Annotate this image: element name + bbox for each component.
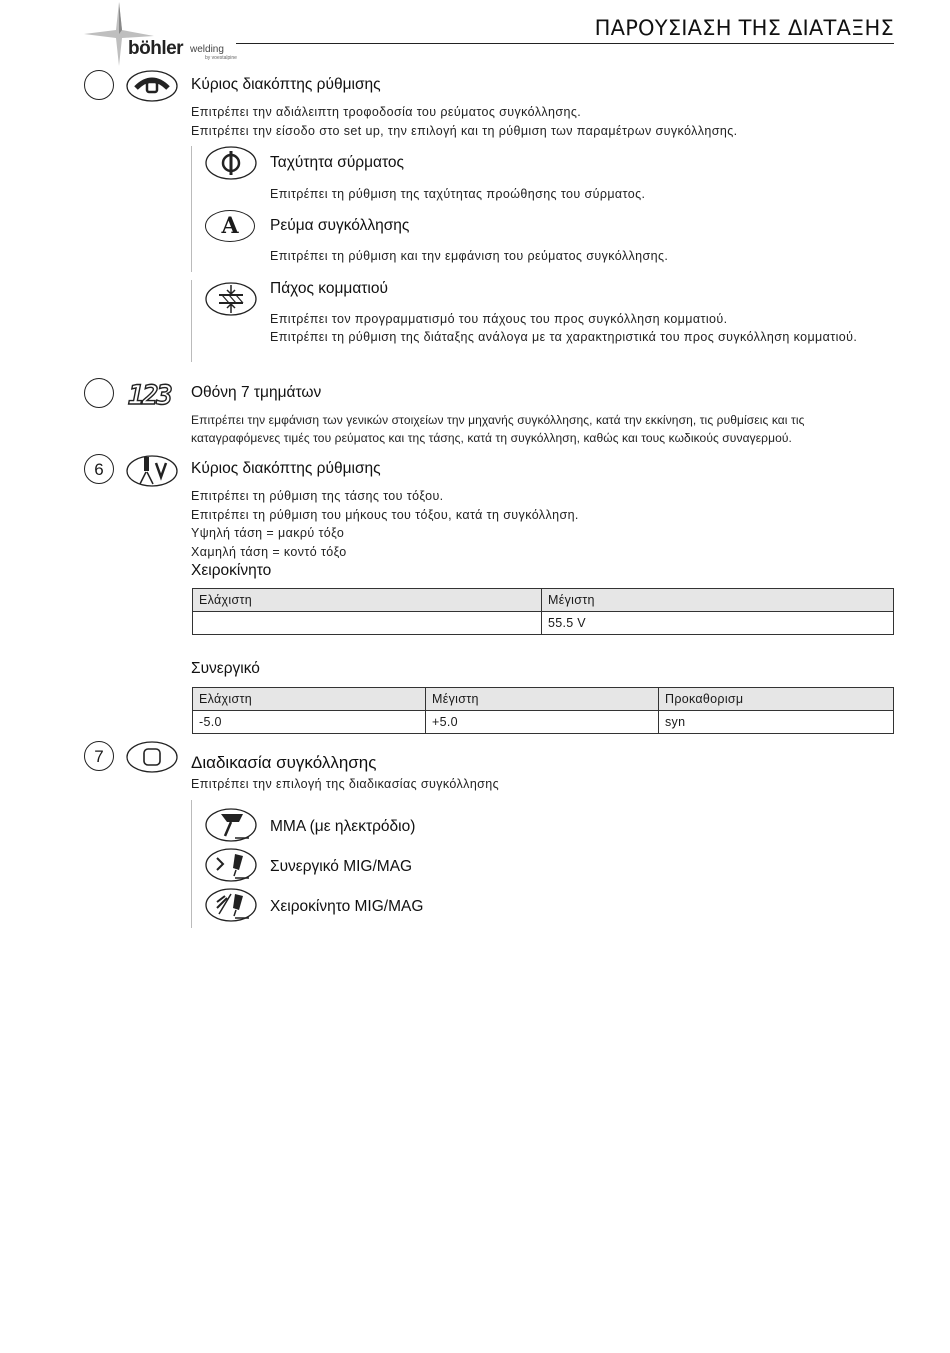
header-rule <box>236 43 894 44</box>
sub-text: Επιτρέπει τη ρύθμιση της ταχύτητας προώθησης του σύρματος. <box>270 187 646 201</box>
section-number-circle: 7 <box>84 741 114 771</box>
indent-rule <box>191 146 192 272</box>
section-heading: Κύριος διακόπτης ρύθμισης <box>191 460 381 477</box>
brand-subtitle-2: by voestalpine <box>205 55 237 61</box>
section-text: Χαμηλή τάση = κοντό τόξο <box>191 545 347 559</box>
wire-speed-icon <box>205 146 257 180</box>
process-button-icon <box>126 741 178 773</box>
indent-rule <box>191 800 192 928</box>
indent-rule <box>191 280 192 362</box>
section-text: Επιτρέπει τη ρύθμιση του μήκους του τόξου, κατά τη συγκόλληση. <box>191 508 579 522</box>
section-text: Επιτρέπει την είσοδο στο set up, την επιλογή και τη ρύθμιση των παραμέτρων συγκόλλησης. <box>191 124 738 138</box>
section-text: Υψηλή τάση = μακρύ τόξο <box>191 526 345 540</box>
table-cell: +5.0 <box>426 711 659 734</box>
knob-icon <box>126 70 178 102</box>
section-number-circle <box>84 70 114 100</box>
thickness-icon <box>205 282 257 316</box>
process-label: Συνεργικό MIG/MAG <box>270 858 413 875</box>
table-header-cell: Μέγιστη <box>542 589 894 612</box>
mma-electrode-icon <box>205 808 257 842</box>
section-number-circle: 6 <box>84 454 114 484</box>
section-heading: Κύριος διακόπτης ρύθμισης <box>191 76 381 93</box>
process-label: Χειροκίνητο MIG/MAG <box>270 898 424 915</box>
sub-text: Επιτρέπει τη ρύθμιση και την εμφάνιση του ρεύματος συγκόλλησης. <box>270 249 669 263</box>
arc-voltage-icon <box>126 454 178 488</box>
section-text: Επιτρέπει την αδιάλειπτη τροφοδοσία του ρεύματος συγκόλλησης. <box>191 105 582 119</box>
process-label: MMA (με ηλεκτρόδιο) <box>270 818 416 835</box>
synergic-label: Συνεργικό <box>191 660 260 677</box>
section-text: Επιτρέπει την εμφάνιση των γενικών στοιχείων την μηχανής συγκόλλησης, κατά την εκκίνηση, τις ρυθμίσεις και τις καταγραφόμενες τιμές του ρεύματος και της τάσης, κατά τη συγκόλληση, καθώς και τους κωδικούς συναγερμού. <box>191 413 805 445</box>
sub-heading: Ταχύτητα σύρματος <box>270 154 404 171</box>
synergic-table <box>192 687 894 734</box>
section-heading: Οθόνη 7 τμημάτων <box>191 384 322 401</box>
manual-label: Χειροκίνητο <box>191 562 272 579</box>
brand-name: böhler <box>128 38 184 59</box>
table-cell: syn <box>659 711 894 734</box>
table-cell: 55.5 V <box>542 612 894 635</box>
sub-heading: Ρεύμα συγκόλλησης <box>270 217 410 234</box>
page-title: ΠΑΡΟΥΣΙΑΣΗ ΤΗΣ ΔΙΑΤΑΞΗΣ <box>594 16 894 40</box>
table-header-cell: Μέγιστη <box>426 688 659 711</box>
current-icon-letter: A <box>221 213 239 239</box>
section-text: Επιτρέπει την επιλογή της διαδικασίας συγκόλλησης <box>191 777 500 791</box>
manual-mig-icon <box>205 888 257 922</box>
manual-table <box>192 588 894 635</box>
table-header-cell: Προκαθορισμ <box>659 688 894 711</box>
section-heading: Διαδικασία συγκόλλησης <box>191 753 377 772</box>
section-number-circle <box>84 378 114 408</box>
synergic-mig-icon <box>205 848 257 882</box>
current-icon <box>205 210 255 242</box>
table-cell <box>193 612 542 635</box>
table-header-cell: Ελάχιστη <box>193 688 426 711</box>
sub-text: Επιτρέπει τον προγραμματισμό του πάχους του προς συγκόλληση κομματιού. <box>270 312 728 326</box>
sub-text: Επιτρέπει τη ρύθμιση της διάταξης ανάλογα με τα χαρακτηριστικά του προς συγκόλληση κομματιού. <box>270 330 858 344</box>
brand-subtitle: welding <box>190 44 224 55</box>
table-header-cell: Ελάχιστη <box>193 589 542 612</box>
seven-segment-display-icon: 123 <box>128 380 171 411</box>
sub-heading: Πάχος κομματιού <box>270 280 388 297</box>
table-cell: -5.0 <box>193 711 426 734</box>
section-text: Επιτρέπει τη ρύθμιση της τάσης του τόξου. <box>191 489 444 503</box>
